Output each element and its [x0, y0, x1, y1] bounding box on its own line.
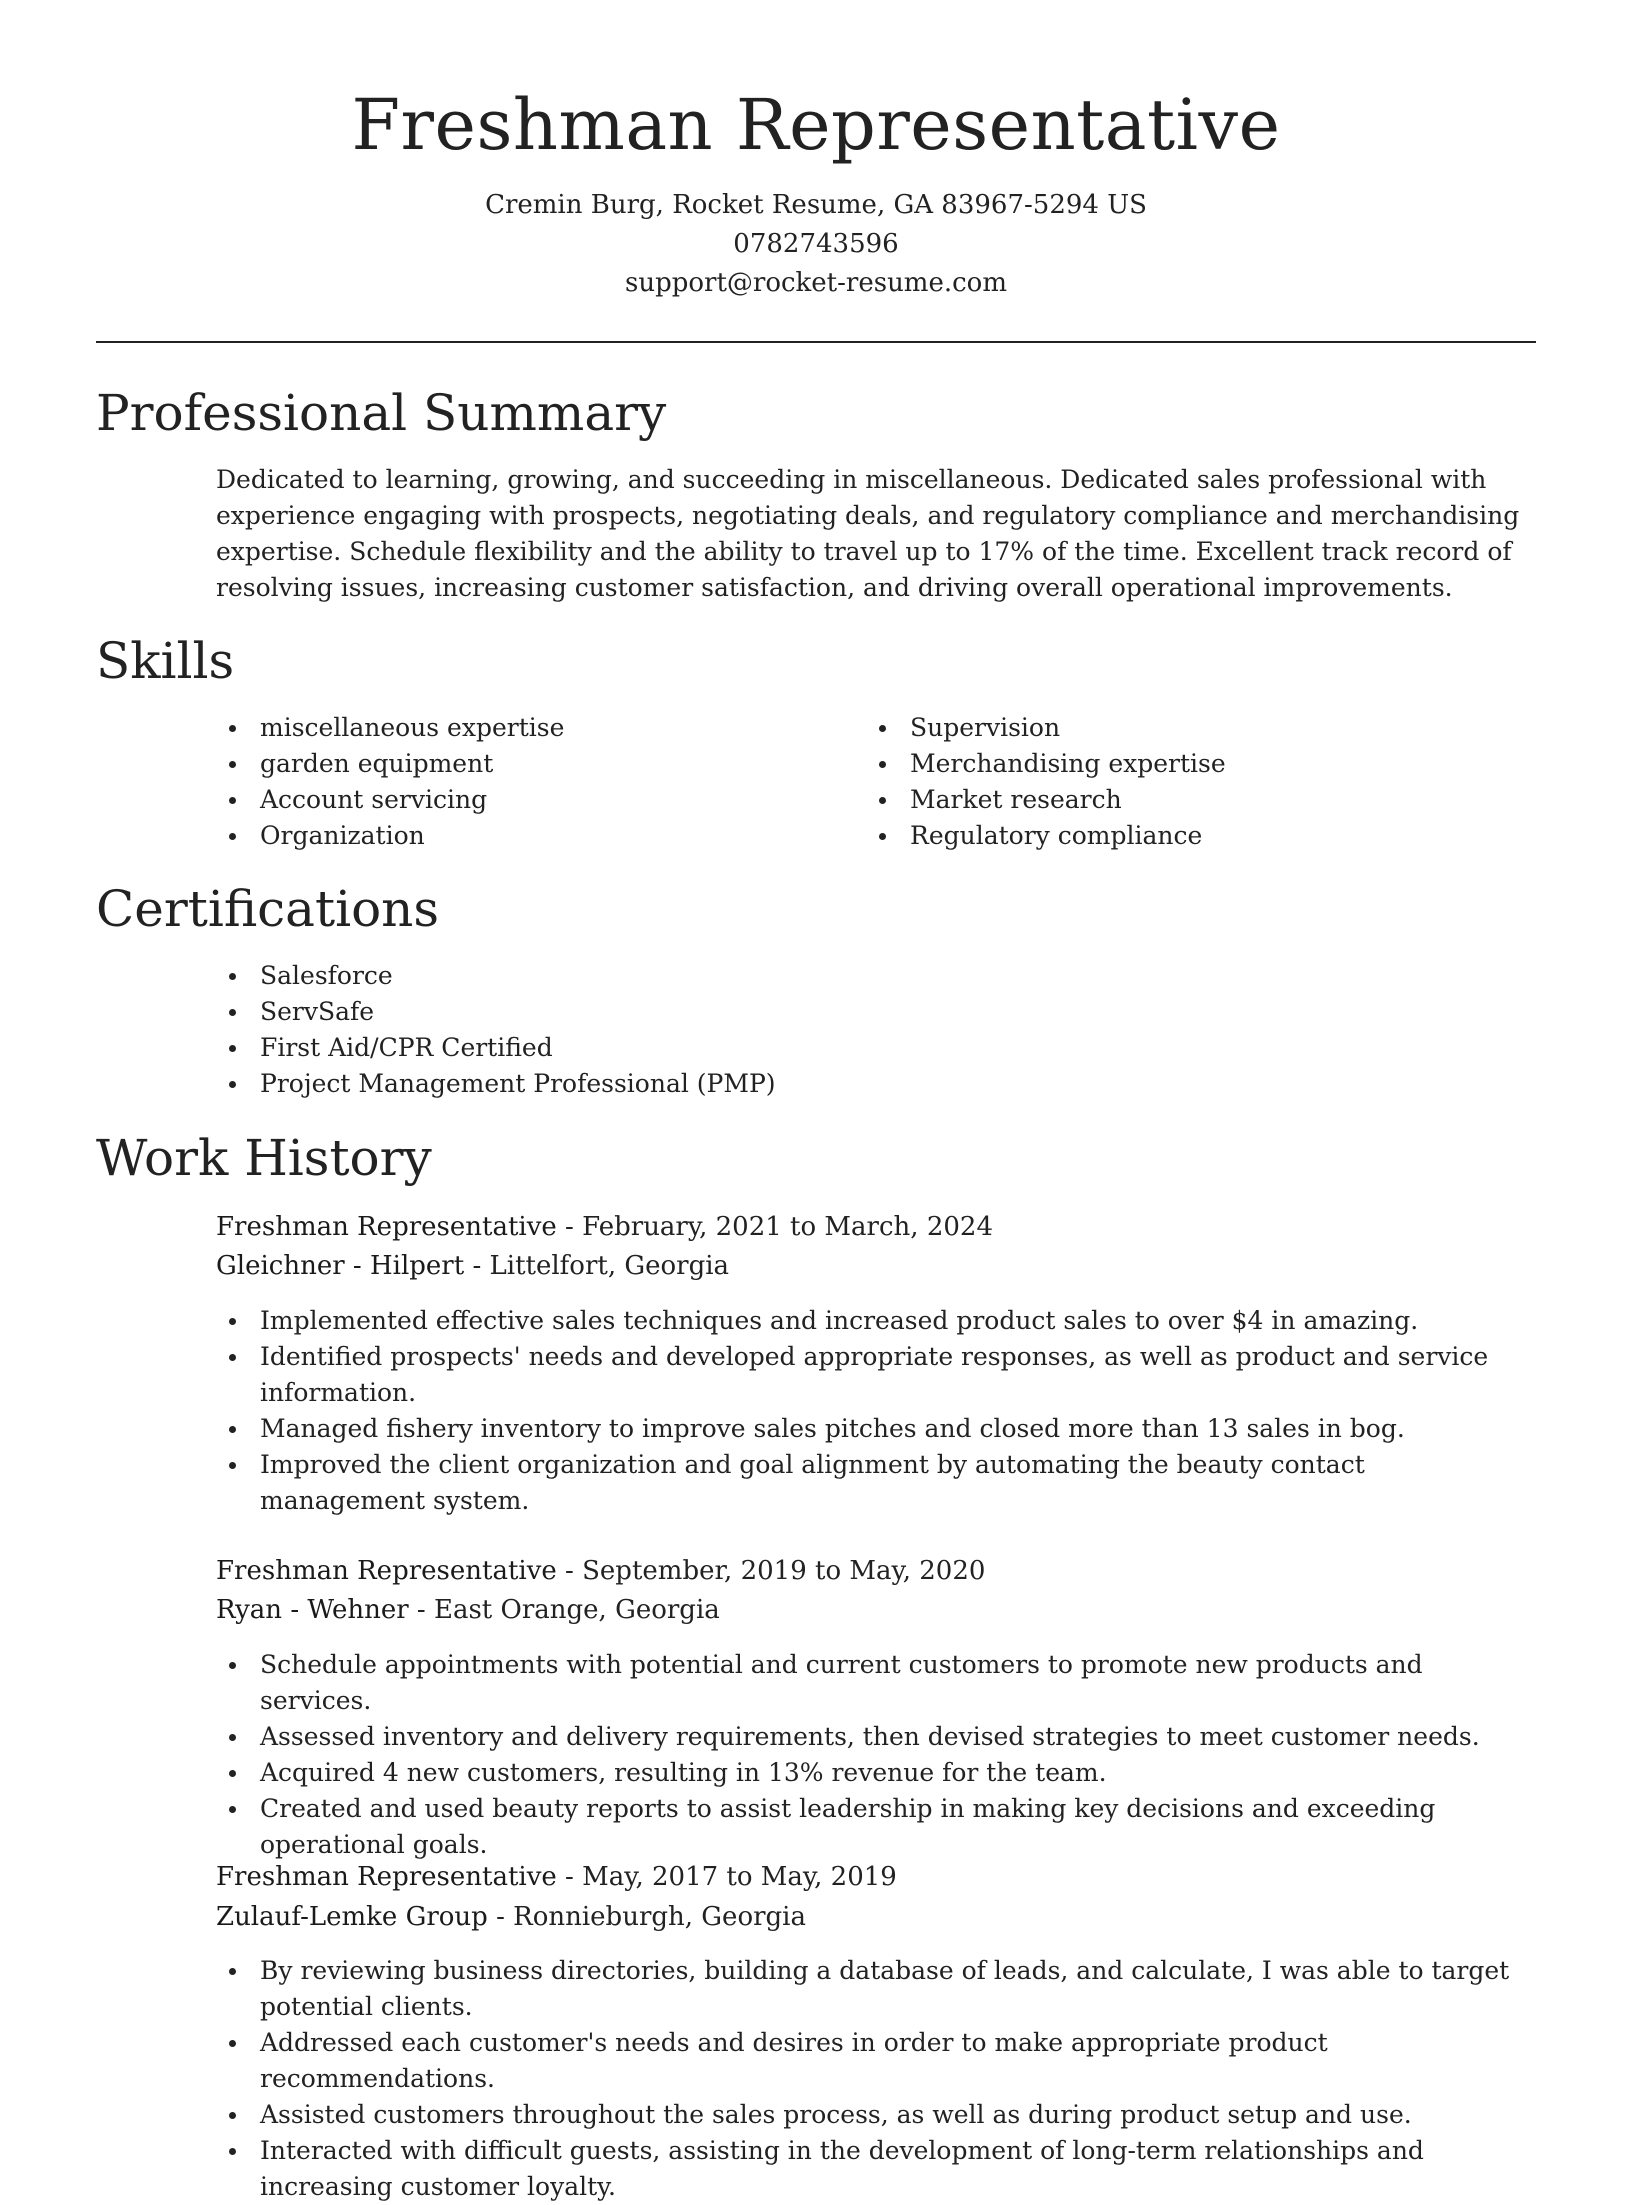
address: Cremin Burg, Rocket Resume, GA 83967-5294 US [485, 190, 1147, 220]
job-company: Zulauf-Lemke Group [216, 1902, 488, 1932]
summary-text: Dedicated to learning, growing, and succeeding in miscellaneous. Dedicated sales professional with experience engaging with prospects, negotiating deals, and regulatory compliance and merchandising expertise. Schedule flexibility and the ability to travel up to 17% of the time. Excellent track record of resolving issues, increasing customer satisfaction, and driving overall operational improvements. [216, 465, 1520, 602]
skills-list-right [866, 710, 1506, 854]
list-item: Assisted customers throughout the sales process, as well as during product setup and use. [216, 2097, 1536, 2133]
job-location: - East Orange, Georgia [408, 1595, 720, 1625]
list-item: By reviewing business directories, building a database of leads, and calculate, I was able to target potential clients. [216, 1953, 1536, 2025]
header-divider [96, 341, 1536, 343]
resume-header [96, 80, 1536, 303]
list-item: Created and used beauty reports to assist leadership in making key decisions and exceeding operational goals. [216, 1791, 1536, 1863]
list-item: First Aid/CPR Certified [216, 1030, 1216, 1066]
list-item: Identified prospects' needs and developed appropriate responses, as well as product and service information. [216, 1339, 1536, 1411]
list-item: Schedule appointments with potential and current customers to promote new products and services. [216, 1647, 1536, 1719]
list-item: Supervision [866, 710, 1506, 746]
list-item: Market research [866, 782, 1506, 818]
job-duties-list [216, 1303, 1536, 1519]
job-location: - Littelfort, Georgia [464, 1251, 730, 1281]
certifications-heading: Certifications [96, 880, 440, 938]
job-duties-list [216, 1953, 1536, 2205]
list-item: Merchandising expertise [866, 746, 1506, 782]
job-location: - Ronnieburgh, Georgia [487, 1902, 806, 1932]
list-item: Salesforce [216, 958, 1216, 994]
job-company-line [216, 1591, 1536, 1630]
job-company-line [216, 1247, 1536, 1286]
list-item: Managed fishery inventory to improve sales pitches and closed more than 13 sales in bog. [216, 1411, 1536, 1447]
email-address: support@rocket-resume.com [624, 268, 1007, 298]
list-item: Assessed inventory and delivery requirements, then devised strategies to meet customer needs. [216, 1719, 1536, 1755]
job-company: Ryan - Wehner [216, 1595, 409, 1625]
job-title-line [216, 1208, 1536, 1247]
job-duties-list [216, 1647, 1536, 1863]
list-item: Addressed each customer's needs and desires in order to make appropriate product recommendations. [216, 2025, 1536, 2097]
job-title: Freshman Representative [216, 1862, 557, 1892]
skills-list-left [216, 710, 856, 854]
list-item: Implemented effective sales techniques and increased product sales to over $4 in amazing. [216, 1303, 1536, 1339]
summary-heading: Professional Summary [96, 384, 667, 442]
job-title: Freshman Representative [216, 1212, 557, 1242]
phone-number: 0782743596 [733, 229, 899, 259]
job-dates: - February, 2021 to March, 2024 [556, 1212, 993, 1242]
list-item: Interacted with difficult guests, assisting in the development of long-term relationships and increasing customer loyalty. [216, 2133, 1536, 2205]
contact-block [96, 186, 1536, 303]
list-item: ServSafe [216, 994, 1216, 1030]
job-title: Freshman Representative [216, 1556, 557, 1586]
list-item: Project Management Professional (PMP) [216, 1066, 1216, 1102]
list-item: garden equipment [216, 746, 856, 782]
skills-heading: Skills [96, 632, 235, 690]
list-item: Organization [216, 818, 856, 854]
list-item: Account servicing [216, 782, 856, 818]
work-history-heading: Work History [96, 1129, 432, 1187]
job-dates: - September, 2019 to May, 2020 [556, 1556, 986, 1586]
certifications-list [216, 958, 1216, 1102]
list-item: Improved the client organization and goal alignment by automating the beauty contact management system. [216, 1447, 1536, 1519]
candidate-name: Freshman Representative [351, 84, 1281, 166]
list-item: Acquired 4 new customers, resulting in 13% revenue for the team. [216, 1755, 1536, 1791]
job-company-line [216, 1898, 1536, 1937]
list-item: miscellaneous expertise [216, 710, 856, 746]
job-dates: - May, 2017 to May, 2019 [556, 1862, 897, 1892]
list-item: Regulatory compliance [866, 818, 1506, 854]
job-title-line [216, 1858, 1536, 1897]
job-title-line [216, 1552, 1536, 1591]
job-company: Gleichner - Hilpert [216, 1251, 465, 1281]
